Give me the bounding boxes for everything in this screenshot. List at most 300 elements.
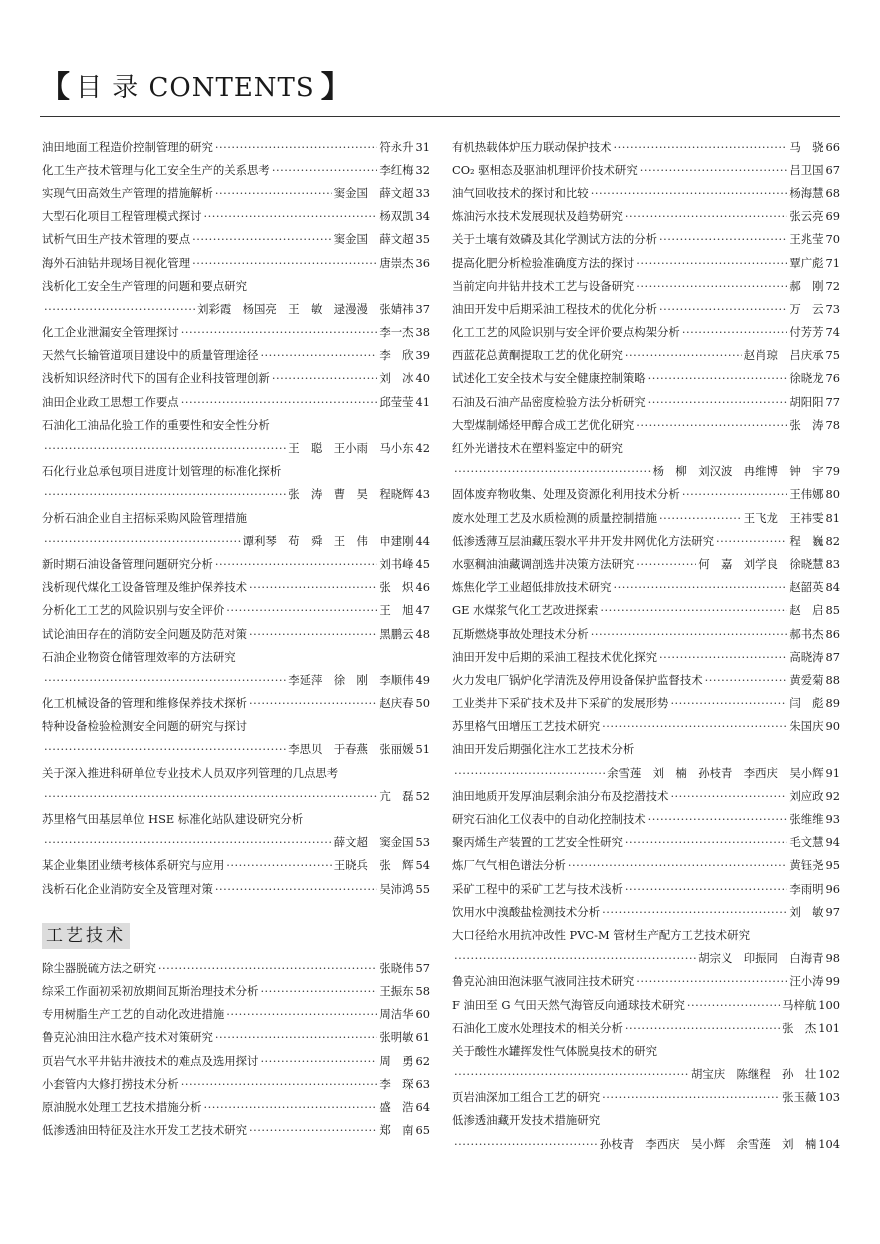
toc-entry[interactable] <box>42 506 430 529</box>
toc-entry[interactable] <box>452 784 840 807</box>
toc-entry[interactable] <box>42 552 430 575</box>
entry-authors: 黄爱菊 <box>789 672 824 687</box>
entry-page-number: 48 <box>415 626 430 641</box>
toc-entry[interactable] <box>452 854 840 877</box>
toc-entry[interactable] <box>42 645 430 668</box>
entry-authors: 李雨明 <box>789 881 824 896</box>
entry-authors: 王 旭 <box>379 603 414 618</box>
entry-title: 油田开发中后期采油工程技术的优化分析 <box>452 301 658 316</box>
entry-authors: 赵 启 <box>789 603 824 618</box>
entry-authors: 薛文超 窦金国 <box>333 835 414 850</box>
entry-title: 化工生产技术管理与化工安全生产的关系思考 <box>42 162 270 177</box>
toc-entry[interactable] <box>452 1063 840 1086</box>
dot-leader <box>640 163 788 177</box>
toc-entry[interactable] <box>42 784 430 807</box>
entry-page-number: 52 <box>415 788 430 803</box>
entry-title: 特种设备检验检测安全问题的研究与探讨 <box>42 719 248 734</box>
entry-title: 浅析现代煤化工设备管理及维护保养技术 <box>42 580 248 595</box>
entry-title: 水驱稠油油藏调剖选井决策方法研究 <box>452 556 635 571</box>
toc-entry[interactable] <box>452 1132 840 1155</box>
toc-entry[interactable] <box>452 274 840 297</box>
entry-authors: 张 涛 曹 昊 程晓辉 <box>288 487 414 502</box>
entry-title: 石化行业总承包项目进度计划管理的标准化探析 <box>42 464 282 479</box>
dot-leader <box>659 511 742 525</box>
toc-entry[interactable] <box>42 979 430 1002</box>
toc-entry[interactable] <box>452 1039 840 1062</box>
dot-leader <box>636 557 696 571</box>
toc-entry[interactable] <box>452 877 840 900</box>
entry-authors: 张玉薇 <box>782 1090 817 1105</box>
entry-authors: 周 勇 <box>379 1053 414 1068</box>
entry-title: 油田企业政工思想工作要点 <box>42 394 179 409</box>
entry-page-number: 37 <box>415 301 430 316</box>
entry-page-number: 94 <box>825 835 840 850</box>
entry-authors: 徐晓龙 <box>789 371 824 386</box>
toc-entry[interactable] <box>452 807 840 830</box>
entry-authors: 马 骁 <box>789 139 824 154</box>
dot-leader <box>659 232 787 246</box>
entry-authors: 李思贝 于春燕 张丽媛 <box>288 742 414 757</box>
dot-leader <box>215 1030 377 1044</box>
entry-authors: 张 杰 <box>782 1020 817 1035</box>
dot-leader <box>44 441 286 455</box>
entry-page-number: 86 <box>825 626 840 641</box>
entry-authors: 毛文慧 <box>789 835 824 850</box>
entry-page-number: 83 <box>825 556 840 571</box>
dot-leader <box>44 742 286 756</box>
entry-page-number: 62 <box>415 1053 430 1068</box>
toc-entry[interactable] <box>452 645 840 668</box>
entry-authors: 窦金国 薛文超 <box>333 185 414 200</box>
entry-title: 除尘器脱硫方法之研究 <box>42 960 156 975</box>
dot-leader <box>648 371 788 385</box>
toc-entry[interactable] <box>452 923 840 946</box>
toc-entry[interactable] <box>452 668 840 691</box>
dot-leader <box>625 209 787 223</box>
toc-entry[interactable] <box>42 761 430 784</box>
dot-leader <box>44 302 195 316</box>
entry-title: 天然气长输管道项目建设中的质量管理途径 <box>42 348 259 363</box>
entry-title: 化工机械设备的管理和维修保养技术探析 <box>42 696 248 711</box>
entry-page-number: 90 <box>825 719 840 734</box>
entry-page-number: 73 <box>825 301 840 316</box>
entry-title: 石油化工油品化验工作的重要性和安全性分析 <box>42 417 270 432</box>
toc-entry[interactable] <box>452 251 840 274</box>
entry-title: 浅析石化企业消防安全及管理对策 <box>42 881 213 896</box>
entry-title: 炼焦化学工业超低排放技术研究 <box>452 580 612 595</box>
entry-authors: 杨双凯 <box>379 209 414 224</box>
dot-leader <box>625 1021 780 1035</box>
dot-leader <box>272 371 377 385</box>
toc-entry[interactable] <box>42 251 430 274</box>
entry-page-number: 55 <box>415 881 430 896</box>
dot-leader <box>600 603 787 617</box>
toc-entry[interactable] <box>42 715 430 738</box>
entry-authors: 赵肖琼 吕庆承 <box>743 348 824 363</box>
entry-authors: 盛 浩 <box>379 1099 414 1114</box>
entry-title: 采矿工程中的采矿工艺与技术浅析 <box>452 881 623 896</box>
dot-leader <box>648 395 788 409</box>
toc-entry[interactable] <box>42 135 430 158</box>
toc-entry[interactable] <box>42 367 430 390</box>
dot-leader <box>454 464 651 478</box>
dot-leader <box>625 835 787 849</box>
entry-authors: 郝书杰 <box>789 626 824 641</box>
dot-leader <box>181 395 378 409</box>
toc-entry[interactable] <box>452 413 840 436</box>
entry-title: F 油田至 G 气田天然气海管反向通球技术研究 <box>452 997 685 1012</box>
entry-page-number: 85 <box>825 603 840 618</box>
entry-authors: 王伟娜 <box>789 487 824 502</box>
entry-page-number: 87 <box>825 649 840 664</box>
entry-authors: 覃广彪 <box>789 255 824 270</box>
entry-title: 瓦斯燃烧事故处理技术分析 <box>452 626 589 641</box>
entry-authors: 赵韶英 <box>789 580 824 595</box>
entry-authors: 朱国庆 <box>789 719 824 734</box>
entry-authors: 张云亮 <box>789 209 824 224</box>
entry-authors: 李一杰 <box>379 325 414 340</box>
toc-entry[interactable] <box>452 622 840 645</box>
toc-entry[interactable] <box>452 970 840 993</box>
dot-leader <box>454 1067 689 1081</box>
dot-leader <box>454 951 696 965</box>
toc-entry[interactable] <box>42 205 430 228</box>
entry-page-number: 81 <box>825 510 840 525</box>
toc-entry[interactable] <box>452 692 840 715</box>
entry-authors: 刘彩霞 杨国亮 王 敏 逯漫漫 张婧祎 <box>197 301 414 316</box>
entry-page-number: 97 <box>825 904 840 919</box>
entry-authors: 黄钰尧 <box>789 858 824 873</box>
entry-authors: 付芳芳 <box>789 325 824 340</box>
dot-leader <box>44 789 377 803</box>
entry-page-number: 96 <box>825 881 840 896</box>
toc-entry[interactable] <box>452 831 840 854</box>
entry-authors: 谭利琴 苟 舜 王 伟 申建刚 <box>242 533 414 548</box>
toc-entry[interactable] <box>42 807 430 830</box>
toc-entry[interactable] <box>42 321 430 344</box>
toc-entry[interactable] <box>452 228 840 251</box>
entry-authors: 黑鹏云 <box>379 626 414 641</box>
entry-title: 石油化工废水处理技术的相关分析 <box>452 1020 623 1035</box>
entry-authors: 王飞龙 王祎雯 <box>743 510 824 525</box>
toc-entry[interactable] <box>42 181 430 204</box>
entry-authors: 程 巍 <box>789 533 824 548</box>
toc-entry[interactable] <box>42 483 430 506</box>
toc-entry[interactable] <box>42 413 430 436</box>
toc-entry[interactable] <box>452 1109 840 1132</box>
dot-leader <box>215 140 377 154</box>
entry-title: 提高化肥分析检验准确度方法的探讨 <box>452 255 635 270</box>
dot-leader <box>659 302 787 316</box>
entry-authors: 张明敏 <box>379 1030 414 1045</box>
entry-title: 试述化工安全技术与安全健康控制策略 <box>452 371 646 386</box>
entry-page-number: 45 <box>415 556 430 571</box>
entry-page-number: 67 <box>825 162 840 177</box>
toc-entry[interactable] <box>452 900 840 923</box>
toc-entry[interactable] <box>452 135 840 158</box>
entry-authors: 汪小涛 <box>789 974 824 989</box>
entry-title: 试论油田存在的消防安全问题及防范对策 <box>42 626 248 641</box>
entry-authors: 张晓伟 <box>379 960 414 975</box>
entry-authors: 符永升 <box>379 139 414 154</box>
toc-entry[interactable] <box>42 668 430 691</box>
toc-entry[interactable] <box>42 1026 430 1049</box>
dot-leader <box>454 766 605 780</box>
toc-entry[interactable] <box>452 761 840 784</box>
entry-title: 页岩气水平井钻井液技术的难点及选用探讨 <box>42 1053 259 1068</box>
header-open-bracket: 【 <box>40 70 70 105</box>
entry-authors: 胡宝庆 陈继程 孙 壮 <box>690 1067 817 1082</box>
toc-entry[interactable] <box>42 576 430 599</box>
entry-page-number: 47 <box>415 603 430 618</box>
toc-entry[interactable] <box>452 321 840 344</box>
entry-authors: 王 聪 王小雨 马小东 <box>288 441 414 456</box>
toc-entry[interactable] <box>42 460 430 483</box>
entry-title: 浅析知识经济时代下的国有企业科技管理创新 <box>42 371 270 386</box>
dot-leader <box>226 1007 377 1021</box>
toc-entry[interactable] <box>42 831 430 854</box>
entry-authors: 亢 磊 <box>379 788 414 803</box>
entry-page-number: 103 <box>818 1090 840 1105</box>
toc-entry[interactable] <box>42 529 430 552</box>
toc-entry[interactable] <box>452 552 840 575</box>
entry-authors: 李红梅 <box>379 162 414 177</box>
entry-authors: 张维维 <box>789 812 824 827</box>
entry-page-number: 36 <box>415 255 430 270</box>
entry-title: 化工企业泄漏安全管理探讨 <box>42 325 179 340</box>
entry-authors: 刘书峰 <box>379 556 414 571</box>
toc-entry[interactable] <box>452 993 840 1016</box>
entry-title: 炼油污水技术发展现状及趋势研究 <box>452 209 623 224</box>
entry-page-number: 54 <box>415 858 430 873</box>
dot-leader <box>705 673 788 687</box>
entry-authors: 刘应政 <box>789 788 824 803</box>
dot-leader <box>181 1077 378 1091</box>
entry-title: 油气回收技术的探讨和比较 <box>452 185 589 200</box>
toc-entry[interactable] <box>42 228 430 251</box>
toc-entry[interactable] <box>452 158 840 181</box>
entry-title: 新时期石油设备管理问题研究分析 <box>42 556 213 571</box>
toc-entry[interactable] <box>452 599 840 622</box>
toc-entry[interactable] <box>452 367 840 390</box>
entry-page-number: 50 <box>415 696 430 711</box>
entry-title: 海外石油钻井现场目视化管理 <box>42 255 191 270</box>
entry-title: 油田地质开发厚油层剩余油分布及挖潜技术 <box>452 788 669 803</box>
entry-title: 低渗透薄互层油藏压裂水平井开发井网优化方法研究 <box>452 533 714 548</box>
dot-leader <box>158 961 377 975</box>
dot-leader <box>602 719 787 733</box>
dot-leader <box>249 627 377 641</box>
entry-authors: 胡阳阳 <box>789 394 824 409</box>
toc-entry[interactable] <box>452 205 840 228</box>
entry-title: 大型煤制烯烃甲醇合成工艺优化研究 <box>452 417 635 432</box>
entry-page-number: 49 <box>415 672 430 687</box>
entry-page-number: 40 <box>415 371 430 386</box>
entry-authors: 王振东 <box>379 983 414 998</box>
entry-page-number: 42 <box>415 441 430 456</box>
toc-entry[interactable] <box>452 1016 840 1039</box>
entry-title: 大型石化项目工程管理模式探讨 <box>42 209 202 224</box>
entry-page-number: 99 <box>825 974 840 989</box>
toc-entry[interactable] <box>42 1049 430 1072</box>
entry-page-number: 79 <box>825 464 840 479</box>
entry-title: 鲁克沁油田泡沫驱气液同注技术研究 <box>452 974 635 989</box>
entry-title: 油田开发后期强化注水工艺技术分析 <box>452 742 635 757</box>
dot-leader <box>226 603 377 617</box>
entry-title: 火力发电厂锅炉化学清洗及停用设备保护监督技术 <box>452 672 703 687</box>
toc-entry[interactable] <box>42 854 430 877</box>
entry-authors: 孙枝青 李西庆 吴小辉 余雪莲 刘 楠 <box>599 1136 817 1151</box>
header-close-bracket: 】 <box>320 70 351 105</box>
page-title: 目 录 CONTENTS <box>76 73 315 103</box>
entry-title: 原油脱水处理工艺技术措施分析 <box>42 1099 202 1114</box>
entry-page-number: 41 <box>415 394 430 409</box>
entry-authors: 郝 刚 <box>789 278 824 293</box>
toc-entry[interactable] <box>42 158 430 181</box>
toc-entry[interactable] <box>42 1119 430 1142</box>
dot-leader <box>44 673 286 687</box>
entry-authors: 吕卫国 <box>789 162 824 177</box>
toc-entry[interactable] <box>42 1095 430 1118</box>
dot-leader <box>260 348 377 362</box>
entry-title: 化工工艺的风险识别与安全评价要点构架分析 <box>452 325 680 340</box>
entry-authors: 窦金国 薛文超 <box>333 232 414 247</box>
entry-authors: 赵庆春 <box>379 696 414 711</box>
toc-entry[interactable] <box>42 297 430 320</box>
toc-entry[interactable] <box>452 181 840 204</box>
entry-title: 浅析化工安全生产管理的问题和要点研究 <box>42 278 248 293</box>
toc-entry[interactable] <box>452 483 840 506</box>
dot-leader <box>591 186 788 200</box>
toc-entry[interactable] <box>452 529 840 552</box>
entry-authors: 高晓涛 <box>789 649 824 664</box>
right-column <box>452 135 840 1155</box>
toc-entry[interactable] <box>42 390 430 413</box>
entry-page-number: 101 <box>818 1020 840 1035</box>
dot-leader <box>44 487 286 501</box>
entry-page-number: 70 <box>825 232 840 247</box>
entry-title: 饮用水中溴酸盐检测技术分析 <box>452 904 601 919</box>
toc-entry[interactable] <box>452 715 840 738</box>
dot-leader <box>192 256 377 270</box>
entry-title: 实现气田高效生产管理的措施解析 <box>42 185 213 200</box>
entry-title: 聚丙烯生产装置的工艺安全性研究 <box>452 835 623 850</box>
dot-leader <box>591 627 788 641</box>
entry-title: 油田开发中后期的采油工程技术优化探究 <box>452 649 658 664</box>
toc-entry[interactable] <box>452 436 840 459</box>
toc-entry[interactable] <box>452 576 840 599</box>
toc-entry[interactable] <box>42 877 430 900</box>
entry-authors: 李 欣 <box>379 348 414 363</box>
entry-authors: 王兆莹 <box>789 232 824 247</box>
entry-page-number: 35 <box>415 232 430 247</box>
entry-title: 关于土壤有效磷及其化学测试方法的分析 <box>452 232 658 247</box>
toc-entry[interactable] <box>452 390 840 413</box>
toc-entry[interactable] <box>452 344 840 367</box>
entry-page-number: 63 <box>415 1076 430 1091</box>
dot-leader <box>272 163 377 177</box>
entry-page-number: 68 <box>825 185 840 200</box>
toc-entry[interactable] <box>452 738 840 761</box>
entry-page-number: 78 <box>825 417 840 432</box>
entry-page-number: 91 <box>825 765 840 780</box>
toc-entry[interactable] <box>42 738 430 761</box>
entry-title: 研究石油化工仪表中的自动化控制技术 <box>452 812 646 827</box>
toc-entry[interactable] <box>42 1072 430 1095</box>
toc-entry[interactable] <box>42 274 430 297</box>
dot-leader <box>249 580 377 594</box>
entry-authors: 万 云 <box>789 301 824 316</box>
dot-leader <box>260 1054 377 1068</box>
toc-entry[interactable] <box>42 692 430 715</box>
toc-entry[interactable] <box>452 297 840 320</box>
entry-page-number: 98 <box>825 951 840 966</box>
entry-page-number: 72 <box>825 278 840 293</box>
dot-leader <box>613 140 787 154</box>
dot-leader <box>670 789 787 803</box>
entry-page-number: 61 <box>415 1030 430 1045</box>
entry-title: 石油企业物资仓储管理效率的方法研究 <box>42 649 236 664</box>
entry-authors: 刘 敏 <box>789 904 824 919</box>
toc-entry[interactable] <box>42 1003 430 1026</box>
entry-page-number: 88 <box>825 672 840 687</box>
entry-authors: 何 嘉 刘学良 徐晓慧 <box>698 556 824 571</box>
section-spacer <box>42 900 430 922</box>
toc-entry[interactable] <box>452 1086 840 1109</box>
entry-page-number: 51 <box>415 742 430 757</box>
dot-leader <box>249 1123 377 1137</box>
toc-entry[interactable] <box>42 622 430 645</box>
toc-entry[interactable] <box>452 506 840 529</box>
entry-page-number: 82 <box>825 533 840 548</box>
dot-leader <box>454 1137 598 1151</box>
toc-entry[interactable] <box>452 947 840 970</box>
entry-page-number: 58 <box>415 983 430 998</box>
entry-title: 某企业集团业绩考核体系研究与应用 <box>42 858 225 873</box>
entry-authors: 闫 彪 <box>789 696 824 711</box>
dot-leader <box>613 580 787 594</box>
toc-entry[interactable] <box>42 436 430 459</box>
entry-title: GE 水煤浆气化工艺改进探索 <box>452 603 599 618</box>
section-title: 工艺技术 <box>42 923 130 949</box>
entry-title: 页岩油深加工组合工艺的研究 <box>452 1090 601 1105</box>
toc-entry[interactable] <box>42 956 430 979</box>
entry-page-number: 44 <box>415 533 430 548</box>
toc-entry[interactable] <box>452 460 840 483</box>
entry-authors: 王晓兵 张 辉 <box>333 858 414 873</box>
dot-leader <box>203 1100 377 1114</box>
dot-leader <box>249 696 377 710</box>
entry-page-number: 57 <box>415 960 430 975</box>
section-heading <box>42 922 430 950</box>
entry-title: 小套管内大修打捞技术分析 <box>42 1076 179 1091</box>
dot-leader <box>192 232 332 246</box>
dot-leader <box>226 858 331 872</box>
dot-leader <box>682 325 787 339</box>
toc-entry[interactable] <box>42 344 430 367</box>
entry-page-number: 74 <box>825 325 840 340</box>
entry-authors: 邱莹莹 <box>379 394 414 409</box>
entry-title: 油田地面工程造价控制管理的研究 <box>42 139 213 154</box>
dot-leader <box>181 325 378 339</box>
toc-entry[interactable] <box>42 599 430 622</box>
entry-title: 鲁克沁油田注水稳产技术对策研究 <box>42 1030 213 1045</box>
dot-leader <box>260 984 377 998</box>
entry-page-number: 53 <box>415 835 430 850</box>
entry-page-number: 93 <box>825 812 840 827</box>
dot-leader <box>625 882 787 896</box>
entry-title: 分析化工工艺的风险识别与安全评价 <box>42 603 225 618</box>
